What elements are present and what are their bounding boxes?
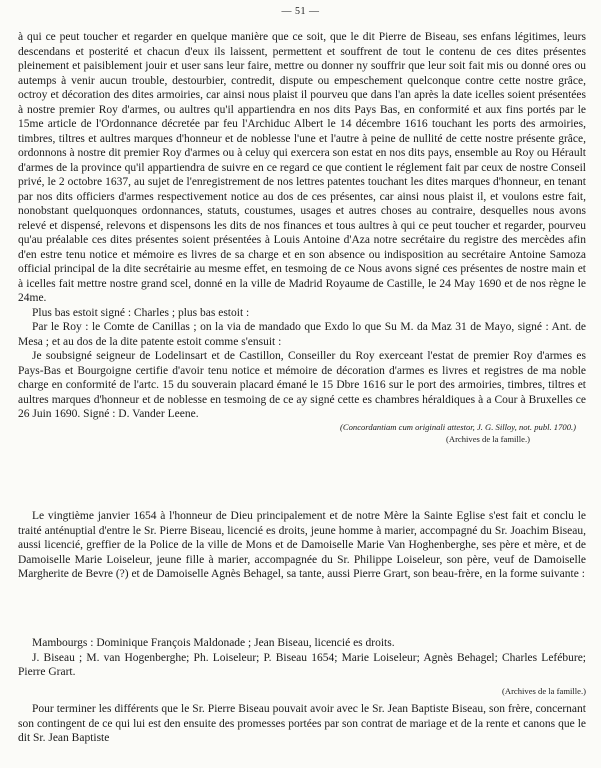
letters-patent-paragraph: à qui ce peut toucher et regarder en quelque manière que ce soit, que le dit Pierre de Biseau, ses enfans légitimes, leurs descendans et posterité et chacun d'eux ils laissent, permettent et souffrent de tout le contenu de ces dites présentes pleinement et paisiblement jouir et user sans leur faire, mettre ou donner ny souffrir que leur soit fait mis ou donné ores ou autemps à venir aucun trouble, destourbier, contredit, dispute ou empeschement quelconque contre cette nostre grâce, octroy et décoration des dites armoiries, car ainsi nous plaist il pourveu que dans l'an après la date icelles soient présentées à nostre premier Roy d'armes, ou aultres qu'il appartiendra en nos dits Pays Bas, en conformité et aux fins portés par le 15me article de l'Ordonnance décretée par feu l'Archiduc Albert le 14 décembre 1616 touchant les ports des armoiries, timbres, tiltres et aultres marques d'honneur et de noblesse l'une et l'autre à peine de nullité de cette nostre présente grâce, ordonnons à nostre dit premier Roy d'armes ou à celuy qui exercera son estat en nos dits pays, ensemble au Roy ou Hérault d'armes de la province qu'il appartiendra de suivre en ce regard ce que contient le réglement fait par ceux de nostre Conseil privé, le 2 octobre 1637, au sujet de l'enregistrement de nos lettres patentes touchant les dites marques d'honneur, en tenant par nos dits officiers d'armes respectivement notice au dos de ces présentes, car ainsi nous plaist il, et voulons estre fait, nonobstant quelquonques ordonnances, statuts, coustumes, usages et autres choses au contraire, desquelles nous avons relevé et dispensé, relevons et dispensons les dits de nos finances et tous aultres à qui ce peut toucher et regarder, pourveu qu'au préalable ces dites présentes soient présentées à Louis Antoine d'Aza notre secrétaire du registre des mercèdes afin d'en estre tenu notice et mémoire es livres de sa charge et en son absence ou indisposition au secrétaire Antoine Samoza official principal de la dite secrétairie au mesme effet, en tesmoing de ce Nous avons signé ces présentes de nostre main et à icelles fait mettre nostre grand scel, donné en la ville de Madrid Royaume de Castille, le 24 May 1690 et de nos règne le 24me.: [18, 31, 586, 304]
herald-certification-paragraph: Je soubsigné seigneur de Lodelinsart et de Castillon, Conseiller du Roy exerceant l'estat de premier Roy d'armes es Pays-Bas et Bourgoigne certifie d'avoir tenu notice et mémoire de décoration d'armes es livres et registres de ma noble charge en conformité de l'artc. 15 du souverain placard émané le 15 Dbre 1616 sur le port des armoiries, timbres, tiltres et aultres marques d'honneur et de noblesse en tesmoing de ce ay signé cette es chambres héraldiques à a Cour à Bruxelles ce 26 Juin 1690. Signé : D. Vander Leene.: [18, 350, 586, 420]
signature-note: Plus bas estoit signé : Charles ; plus bas estoit :: [32, 306, 250, 319]
final-text-block: [18, 702, 586, 746]
citation-note: (Concordantiam cum originali attestor, J. G. Silloy, not. publ. 1700.): [340, 421, 576, 432]
marriage-contract-block: [18, 509, 586, 582]
signatories-block: [18, 636, 586, 680]
mambourgs-line: Mambourgs : Dominique François Maldonade ; Jean Biseau, licencié es droits.: [32, 637, 395, 649]
archive-note: (Archives de la famille.): [446, 433, 530, 444]
marriage-contract-paragraph: Le vingtième janvier 1654 à l'honneur de Dieu principalement et de notre Mère la Sainte Eglise s'est fait et conclu le traité anténuptial d'entre le Sr. Pierre Biseau, licencié es droits, jeune homme à marier, accompagné du Sr. Joachim Biseau, aussi licencié, greffier de la Police de la ville de Mons et de Damoiselle Marie Van Hoghenberghe, ses père et mère, et de Damoiselle Marie Loiseleur, jeune fille à marier, accompagnée du Sr. Philippe Loiseleur, son père, veuf de Damoiselle Margherite de Bevre (?) et de Damoiselle Agnès Behagel, sa tante, aussi Pierre Grart, son beau-frère, en la forme suivante :: [18, 510, 586, 580]
final-paragraph: Pour terminer les différents que le Sr. Pierre Biseau pouvait avoir avec le Sr. Jean Baptiste Biseau, son frère, concernant son contingent de ce qui lui est den ensuite des promesses portées par son contrat de mariage et de la rente et canons que le dit Sr. Jean Baptiste: [18, 703, 586, 744]
signatories-line: J. Biseau ; M. van Hogenberghe; Ph. Loiseleur; P. Biseau 1654; Marie Loiseleur; Agnès Behagel; Charles Lefébure; Pierre Grart.: [18, 651, 586, 678]
main-text-block: [18, 30, 586, 445]
page-number: — 51 —: [281, 6, 320, 17]
royal-countersign-paragraph: Par le Roy : le Comte de Canillas ; on la via de mandado que Exdo lo que Su M. da Maz 31 de Mayo, signé : Ant. de Mesa ; et au dos de la dite patente estoit comme s'ensuit :: [18, 321, 586, 348]
archive-note-2: (Archives de la famille.): [502, 686, 586, 696]
